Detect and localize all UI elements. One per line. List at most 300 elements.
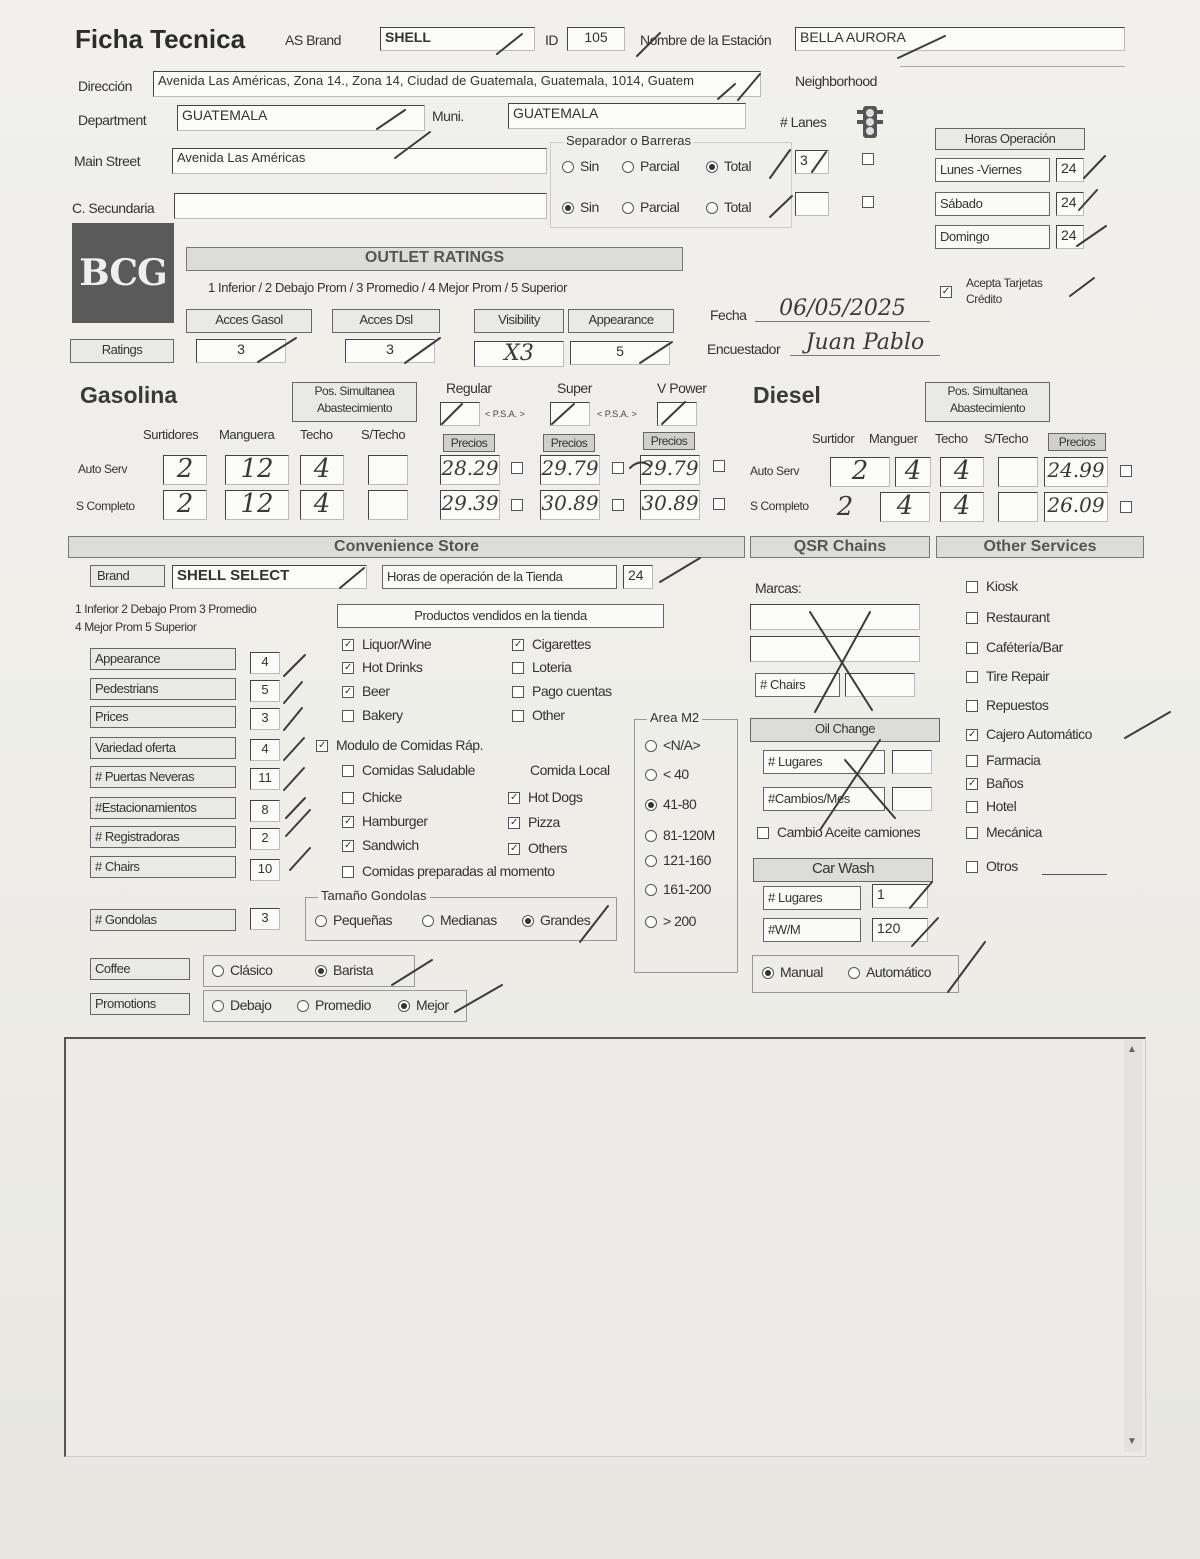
rating-label-variedad: Variedad oferta — [90, 737, 236, 759]
rating-label-pedestrians: Pedestrians — [90, 678, 236, 700]
acces-gasol-field[interactable]: 3 — [196, 339, 286, 363]
radio-icon — [645, 916, 657, 928]
service-kiosk-label: Kiosk — [986, 578, 1018, 594]
checkbox-icon — [966, 581, 978, 593]
radio-icon — [622, 161, 634, 173]
area-121-160[interactable] — [645, 852, 711, 868]
carwash-manual[interactable] — [762, 964, 823, 980]
acces-dsl-field[interactable]: 3 — [345, 339, 435, 363]
main-lanes-field[interactable]: 3 — [795, 150, 829, 174]
checkbox-icon — [1120, 501, 1132, 513]
oil-changes-field[interactable] — [892, 787, 932, 811]
diesel-autoserv-techo[interactable]: 4 — [940, 457, 984, 487]
checkbox-icon — [966, 755, 978, 767]
gondola-small[interactable] — [315, 912, 392, 928]
promotions-promedio[interactable] — [297, 997, 371, 1013]
gas-scompleto-super[interactable]: 30.89 — [540, 490, 600, 520]
diesel-scompleto-techo[interactable]: 4 — [940, 492, 984, 522]
rating-field-estacionamientos[interactable]: 8 — [250, 800, 280, 822]
address-label: Dirección — [78, 78, 132, 94]
qsr-brands-label: Marcas: — [755, 580, 802, 596]
id-field[interactable]: 105 — [567, 27, 625, 51]
product-hot-drinks[interactable] — [342, 659, 422, 675]
store-hours-field[interactable]: 24 — [623, 565, 653, 589]
rating-label-estacionamientos: #Estacionamientos — [90, 797, 236, 819]
bcg-logo-text: BCG — [79, 252, 167, 294]
checkmark-icon: ✓ — [508, 843, 520, 855]
checkbox-icon — [512, 686, 524, 698]
food-others-label: Others — [528, 840, 568, 856]
checkmark-icon: ✓ — [512, 639, 524, 651]
diesel-scompleto-checkbox[interactable] — [1120, 498, 1140, 516]
rating-field-puertas[interactable]: 11 — [250, 768, 280, 790]
service-restaurant[interactable] — [966, 609, 1049, 625]
area-title: Area M2 — [647, 710, 702, 725]
secondary-lanes-checkbox[interactable] — [862, 193, 882, 211]
product-cigarettes-label: Cigarettes — [532, 636, 591, 652]
rating-label-appearance: Appearance — [90, 648, 236, 670]
radio-icon — [645, 855, 657, 867]
rating-field-variedad[interactable]: 4 — [250, 739, 280, 761]
checkbox-icon — [862, 196, 874, 208]
acces-dsl-label: Acces Dsl — [332, 309, 440, 333]
secondary-street-field[interactable] — [174, 193, 547, 219]
qsr-chains-title: QSR Chains — [750, 536, 930, 558]
oil-places-label: # Lugares — [763, 750, 885, 774]
gas-autoserv-vpower[interactable]: 29.79 — [640, 455, 700, 485]
radio-selected-icon — [522, 915, 534, 927]
separator-sin-label: Sin — [580, 199, 599, 215]
radio-icon — [212, 1000, 224, 1012]
diesel-precios-label: Precios — [1048, 433, 1106, 451]
separator-total-label: Total — [724, 158, 752, 174]
qsr-chairs-label: # Chairs — [755, 673, 840, 697]
service-atm[interactable] — [966, 726, 1092, 742]
store-hours-label: Horas de operación de la Tienda — [382, 565, 617, 589]
station-name-field[interactable]: BELLA AURORA — [795, 27, 1125, 51]
service-farmacia-label: Farmacia — [986, 752, 1041, 768]
gas-scompleto-regular[interactable]: 29.39 — [440, 490, 500, 520]
promotions-mejor[interactable] — [398, 997, 449, 1013]
diesel-autoserv-stecho[interactable] — [998, 457, 1038, 487]
date-value[interactable]: 06/05/2025 — [755, 296, 930, 322]
diesel-row-autoserv-label: Auto Serv — [750, 464, 800, 478]
super-label: Super — [557, 380, 592, 396]
store-brand-label: Brand — [90, 565, 165, 587]
area-na[interactable] — [645, 737, 700, 753]
separator-main-total[interactable] — [706, 158, 751, 174]
rating-field-appearance[interactable]: 4 — [250, 652, 280, 674]
area-41-80-label: 41-80 — [663, 796, 697, 812]
checkmark-icon: ✓ — [342, 816, 354, 828]
checkmark-icon: ✓ — [966, 729, 978, 741]
scroll-up-icon[interactable]: ▲ — [1127, 1044, 1137, 1055]
gas-scompleto-stecho[interactable] — [368, 490, 408, 520]
rating-field-registradoras[interactable]: 2 — [250, 828, 280, 850]
checkbox-icon — [612, 499, 624, 511]
gas-autoserv-regular[interactable]: 28.29 — [440, 455, 500, 485]
diesel-autoserv-manguera[interactable]: 4 — [895, 457, 931, 487]
main-street-field[interactable]: Avenida Las Américas — [172, 148, 547, 174]
regular-pos-field[interactable] — [440, 402, 480, 426]
oil-places-field[interactable] — [892, 750, 932, 774]
diesel-row-scompleto-label: S Completo — [750, 499, 809, 513]
rating-label-puertas: # Puertas Neveras — [90, 766, 236, 788]
main-lanes-checkbox[interactable] — [862, 150, 882, 168]
oil-changes-label: #Cambios/Mes — [763, 787, 885, 811]
separator-secondary-total[interactable] — [706, 199, 751, 215]
service-restaurant-label: Restaurant — [986, 609, 1050, 625]
sunday-hours-field[interactable]: 24 — [1056, 225, 1084, 249]
service-tire-repair[interactable] — [966, 668, 1049, 684]
separator-secondary-sin[interactable] — [562, 199, 599, 215]
carwash-wm-field[interactable]: 120 — [872, 918, 928, 942]
rating-label-chairs: # Chairs — [90, 856, 236, 878]
department-field[interactable]: GUATEMALA — [177, 105, 425, 131]
radio-selected-icon — [398, 1000, 410, 1012]
promotions-promedio-label: Promedio — [315, 997, 371, 1013]
promotions-mejor-label: Mejor — [416, 997, 449, 1013]
carwash-manual-label: Manual — [780, 964, 823, 980]
gas-scompleto-super-checkbox[interactable] — [612, 496, 632, 514]
gas-autoserv-regular-checkbox[interactable] — [511, 459, 531, 477]
food-pizza[interactable] — [508, 814, 560, 830]
food-healthy[interactable] — [342, 762, 475, 778]
area-121-160-label: 121-160 — [663, 852, 711, 868]
checkmark-icon: ✓ — [508, 817, 520, 829]
gondola-size-title: Tamaño Gondolas — [318, 888, 430, 903]
service-otros[interactable] — [966, 858, 1018, 874]
diesel-col-techo: Techo — [935, 431, 968, 446]
vpower-label: V Power — [657, 380, 707, 396]
product-cigarettes[interactable] — [512, 636, 591, 652]
radio-selected-icon — [315, 965, 327, 977]
neighborhood-label: Neighborhood — [795, 73, 877, 89]
separator-secondary-parcial[interactable] — [622, 199, 679, 215]
food-module[interactable] — [316, 737, 483, 753]
product-beer-label: Beer — [362, 683, 390, 699]
food-prepared[interactable] — [342, 863, 555, 879]
gas-autoserv-vpower-checkbox[interactable] — [713, 457, 733, 475]
food-others[interactable] — [508, 840, 567, 856]
gas-scompleto-surtidores[interactable]: 2 — [163, 490, 207, 520]
separator-sin-label: Sin — [580, 158, 599, 174]
radio-icon — [297, 1000, 309, 1012]
product-pago-cuentas[interactable] — [512, 683, 612, 699]
food-hot-dogs[interactable] — [508, 789, 582, 805]
gas-row-scompleto-label: S Completo — [76, 499, 135, 513]
oil-trucks[interactable] — [757, 824, 920, 840]
checkbox-icon — [342, 765, 354, 777]
rating-field-gondolas[interactable]: 3 — [250, 908, 280, 930]
service-otros-line[interactable] — [1042, 874, 1107, 875]
as-brand-field[interactable]: SHELL — [380, 27, 535, 51]
service-farmacia[interactable] — [966, 752, 1040, 768]
service-hotel[interactable] — [966, 798, 1016, 814]
product-bakery[interactable] — [342, 707, 403, 723]
separator-parcial-label: Parcial — [640, 199, 680, 215]
checkbox-icon — [511, 499, 523, 511]
diesel-pos-label: Pos. Simultanea Abastecimiento — [925, 382, 1050, 422]
product-other[interactable] — [512, 707, 565, 723]
store-scale-line2: 4 Mejor Prom 5 Superior — [75, 620, 197, 634]
form-title: Ficha Tecnica — [75, 24, 246, 54]
convenience-store-title: Convenience Store — [68, 536, 745, 558]
checkmark-icon: ✓ — [508, 792, 520, 804]
service-otros-label: Otros — [986, 858, 1018, 874]
super-pos-field[interactable] — [550, 402, 590, 426]
product-bakery-label: Bakery — [362, 707, 403, 723]
surveyor-value[interactable]: Juan Pablo — [790, 330, 940, 356]
carwash-places-label: # Lugares — [763, 886, 861, 910]
food-sandwich-label: Sandwich — [362, 837, 419, 853]
regular-label: Regular — [446, 380, 492, 396]
checkbox-icon — [1120, 465, 1132, 477]
comments-textarea[interactable] — [64, 1037, 1146, 1457]
outlet-scale-text: 1 Inferior / 2 Debajo Prom / 3 Promedio / 4 Mejor Prom / 5 Superior — [208, 280, 568, 295]
gas-row-autoserv-label: Auto Serv — [78, 462, 128, 476]
gas-scompleto-manguera[interactable]: 12 — [225, 490, 289, 520]
product-liquor[interactable] — [342, 636, 431, 652]
super-precios-label: Precios — [543, 434, 595, 452]
department-label: Department — [78, 112, 147, 128]
checkbox-icon — [713, 460, 725, 472]
service-atm-label: Cajero Automático — [986, 726, 1092, 742]
checkbox-icon — [966, 700, 978, 712]
rating-label-gondolas: # Gondolas — [90, 909, 236, 931]
gas-col-manguera: Manguera — [219, 427, 275, 442]
checkbox-icon — [966, 861, 978, 873]
service-kiosk[interactable] — [966, 578, 1018, 594]
coffee-barista[interactable] — [315, 962, 373, 978]
radio-icon — [315, 915, 327, 927]
product-hot-drinks-label: Hot Drinks — [362, 659, 423, 675]
main-street-label: Main Street — [74, 153, 141, 169]
checkbox-icon — [342, 866, 354, 878]
checkmark-icon: ✓ — [342, 639, 354, 651]
gondola-large[interactable] — [522, 912, 590, 928]
promotions-label: Promotions — [90, 993, 190, 1015]
id-label: ID — [545, 32, 558, 48]
diesel-scompleto-stecho[interactable] — [998, 492, 1038, 522]
diesel-col-surtidor: Surtidor — [812, 431, 855, 446]
separator-total-label: Total — [724, 199, 752, 215]
food-chicken[interactable] — [342, 789, 402, 805]
checkmark-icon: ✓ — [342, 662, 354, 674]
food-pizza-label: Pizza — [528, 814, 560, 830]
vpower-pos-field[interactable] — [657, 402, 697, 426]
psa-label-1: < P.S.A. > — [485, 409, 525, 419]
service-cafeteria-label: Cafétería/Bar — [986, 639, 1063, 655]
product-beer[interactable] — [342, 683, 390, 699]
gas-autoserv-techo[interactable]: 4 — [300, 455, 344, 485]
checkbox-icon — [757, 827, 769, 839]
coffee-label: Coffee — [90, 958, 190, 980]
accept-cards-checkbox[interactable] — [940, 283, 960, 301]
area-gt200-label: > 200 — [663, 913, 696, 929]
coffee-clasico[interactable] — [212, 962, 272, 978]
diesel-autoserv-precio[interactable]: 24.99 — [1044, 457, 1108, 487]
checkmark-icon: ✓ — [941, 285, 951, 297]
saturday-label: Sábado — [935, 192, 1050, 216]
area-81-120[interactable] — [645, 827, 715, 843]
radio-selected-icon — [645, 799, 657, 811]
appearance-field[interactable]: 5 — [570, 341, 670, 365]
service-repuestos[interactable] — [966, 697, 1048, 713]
gas-scompleto-regular-checkbox[interactable] — [511, 496, 531, 514]
radio-icon — [645, 740, 657, 752]
area-group — [634, 710, 738, 973]
muni-label: Muni. — [432, 108, 464, 124]
saturday-hours-field[interactable]: 24 — [1056, 192, 1084, 216]
radio-icon — [212, 965, 224, 977]
diesel-autoserv-checkbox[interactable] — [1120, 462, 1140, 480]
checkmark-icon: ✓ — [342, 840, 354, 852]
area-lt40-label: < 40 — [663, 766, 689, 782]
bcg-logo — [72, 223, 174, 323]
food-chicken-label: Chicke — [362, 789, 402, 805]
separator-parcial-label: Parcial — [640, 158, 680, 174]
separator-main-parcial[interactable] — [622, 158, 679, 174]
store-brand-field[interactable]: SHELL SELECT — [172, 565, 367, 589]
gas-scompleto-vpower[interactable]: 30.89 — [640, 490, 700, 520]
car-wash-title: Car Wash — [753, 858, 933, 882]
scroll-down-icon[interactable]: ▼ — [1127, 1436, 1137, 1447]
promotions-debajo[interactable] — [212, 997, 271, 1013]
food-prepared-label: Comidas preparadas al momento — [362, 863, 555, 879]
rating-field-prices[interactable]: 3 — [250, 708, 280, 730]
acces-gasol-label: Acces Gasol — [186, 309, 312, 333]
area-lt40[interactable] — [645, 766, 689, 782]
rating-label-prices: Prices — [90, 706, 236, 728]
promotions-debajo-label: Debajo — [230, 997, 272, 1013]
gas-autoserv-surtidores[interactable]: 2 — [163, 455, 207, 485]
separator-main-sin[interactable] — [562, 158, 599, 174]
checkbox-icon — [713, 498, 725, 510]
diesel-col-manguera: Manguer — [869, 431, 918, 446]
surveyor-label: Encuestador — [707, 341, 781, 357]
comments-scrollbar[interactable] — [1124, 1040, 1142, 1452]
service-cafeteria[interactable] — [966, 639, 1063, 655]
oil-trucks-label: Cambio Aceite camiones — [777, 824, 921, 840]
product-loteria[interactable] — [512, 659, 571, 675]
hours-title: Horas Operación — [935, 128, 1085, 150]
checkbox-icon — [511, 462, 523, 474]
gas-autoserv-manguera[interactable]: 12 — [225, 455, 289, 485]
gas-col-surtidores: Surtidores — [143, 427, 199, 442]
area-gt200[interactable] — [645, 913, 696, 929]
radio-icon — [848, 967, 860, 979]
visibility-label: Visibility — [474, 309, 564, 333]
diesel-scompleto-manguera[interactable]: 4 — [880, 492, 930, 522]
checkbox-icon — [966, 612, 978, 624]
radio-icon — [422, 915, 434, 927]
food-healthy-label: Comidas Saludable — [362, 762, 475, 778]
area-41-80[interactable] — [645, 796, 696, 812]
coffee-clasico-label: Clásico — [230, 962, 273, 978]
food-hot-dogs-label: Hot Dogs — [528, 789, 583, 805]
gas-scompleto-techo[interactable]: 4 — [300, 490, 344, 520]
radio-selected-icon — [762, 967, 774, 979]
lanes-label: # Lanes — [780, 114, 827, 130]
product-other-label: Other — [532, 707, 565, 723]
gondola-small-label: Pequeñas — [333, 912, 393, 928]
gas-autoserv-super[interactable]: 29.79 — [540, 455, 600, 485]
radio-icon — [622, 202, 634, 214]
service-repuestos-label: Repuestos — [986, 697, 1049, 713]
product-pago-cuentas-label: Pago cuentas — [532, 683, 612, 699]
radio-selected-icon — [562, 202, 574, 214]
checkbox-icon — [612, 462, 624, 474]
address-field[interactable]: Avenida Las Américas, Zona 14., Zona 14, Ciudad de Guatemala, Guatemala, 1014, Guatem — [153, 71, 761, 97]
service-tire-repair-label: Tire Repair — [986, 668, 1050, 684]
ratings-label: Ratings — [70, 339, 174, 363]
checkbox-icon — [966, 671, 978, 683]
gas-autoserv-super-checkbox[interactable] — [612, 459, 632, 477]
qsr-chairs-field[interactable] — [845, 673, 915, 697]
food-sandwich[interactable] — [342, 837, 419, 853]
gas-scompleto-vpower-checkbox[interactable] — [713, 495, 733, 513]
separator-title: Separador o Barreras — [563, 133, 694, 148]
coffee-barista-label: Barista — [333, 962, 374, 978]
service-hotel-label: Hotel — [986, 798, 1017, 814]
diesel-scompleto-surtidor[interactable]: 2 — [836, 492, 854, 522]
visibility-field[interactable]: X3 — [474, 341, 564, 367]
radio-icon — [645, 830, 657, 842]
carwash-places-field[interactable]: 1 — [872, 884, 928, 908]
gondola-medium-label: Medianas — [440, 912, 497, 928]
service-banos[interactable] — [966, 775, 1023, 791]
secondary-lanes-field[interactable] — [795, 192, 829, 216]
vpower-precios-label: Precios — [643, 432, 695, 450]
food-hamburger[interactable] — [342, 813, 428, 829]
rating-field-chairs[interactable]: 10 — [250, 859, 280, 881]
traffic-light-icon — [855, 104, 885, 142]
checkmark-icon: ✓ — [966, 778, 978, 790]
products-title: Productos vendidos en la tienda — [337, 604, 664, 628]
gasolina-title: Gasolina — [80, 382, 178, 408]
checkmark-icon: ✓ — [316, 740, 328, 752]
rating-field-pedestrians[interactable]: 5 — [250, 680, 280, 702]
checkbox-icon — [342, 710, 354, 722]
weekdays-hours-field[interactable]: 24 — [1056, 158, 1084, 182]
psa-label-2: < P.S.A. > — [597, 409, 637, 419]
accept-cards-label: Acepta Tarjetas Crédito — [966, 276, 1043, 306]
sunday-label: Domingo — [935, 225, 1050, 249]
as-brand-label: AS Brand — [285, 32, 341, 48]
muni-field[interactable]: GUATEMALA — [508, 103, 746, 129]
area-161-200[interactable] — [645, 881, 711, 897]
diesel-title: Diesel — [753, 382, 821, 408]
service-mecanica[interactable] — [966, 824, 1042, 840]
carwash-automatico[interactable] — [848, 964, 931, 980]
neighborhood-line[interactable] — [900, 66, 1125, 67]
checkbox-icon — [966, 642, 978, 654]
gas-col-stecho: S/Techo — [361, 427, 406, 442]
qsr-brand-field-1[interactable] — [750, 604, 920, 630]
qsr-brand-field-2[interactable] — [750, 636, 920, 662]
area-na-label: <N/A> — [663, 737, 701, 753]
gondola-medium[interactable] — [422, 912, 497, 928]
diesel-col-stecho: S/Techo — [984, 431, 1029, 446]
radio-icon — [706, 202, 718, 214]
diesel-autoserv-surtidor[interactable]: 2 — [830, 457, 890, 487]
product-liquor-label: Liquor/Wine — [362, 636, 432, 652]
gondola-large-label: Grandes — [540, 912, 591, 928]
diesel-scompleto-precio[interactable]: 26.09 — [1044, 492, 1108, 522]
carwash-wm-label: #W/M — [763, 918, 861, 942]
gas-autoserv-stecho[interactable] — [368, 455, 408, 485]
